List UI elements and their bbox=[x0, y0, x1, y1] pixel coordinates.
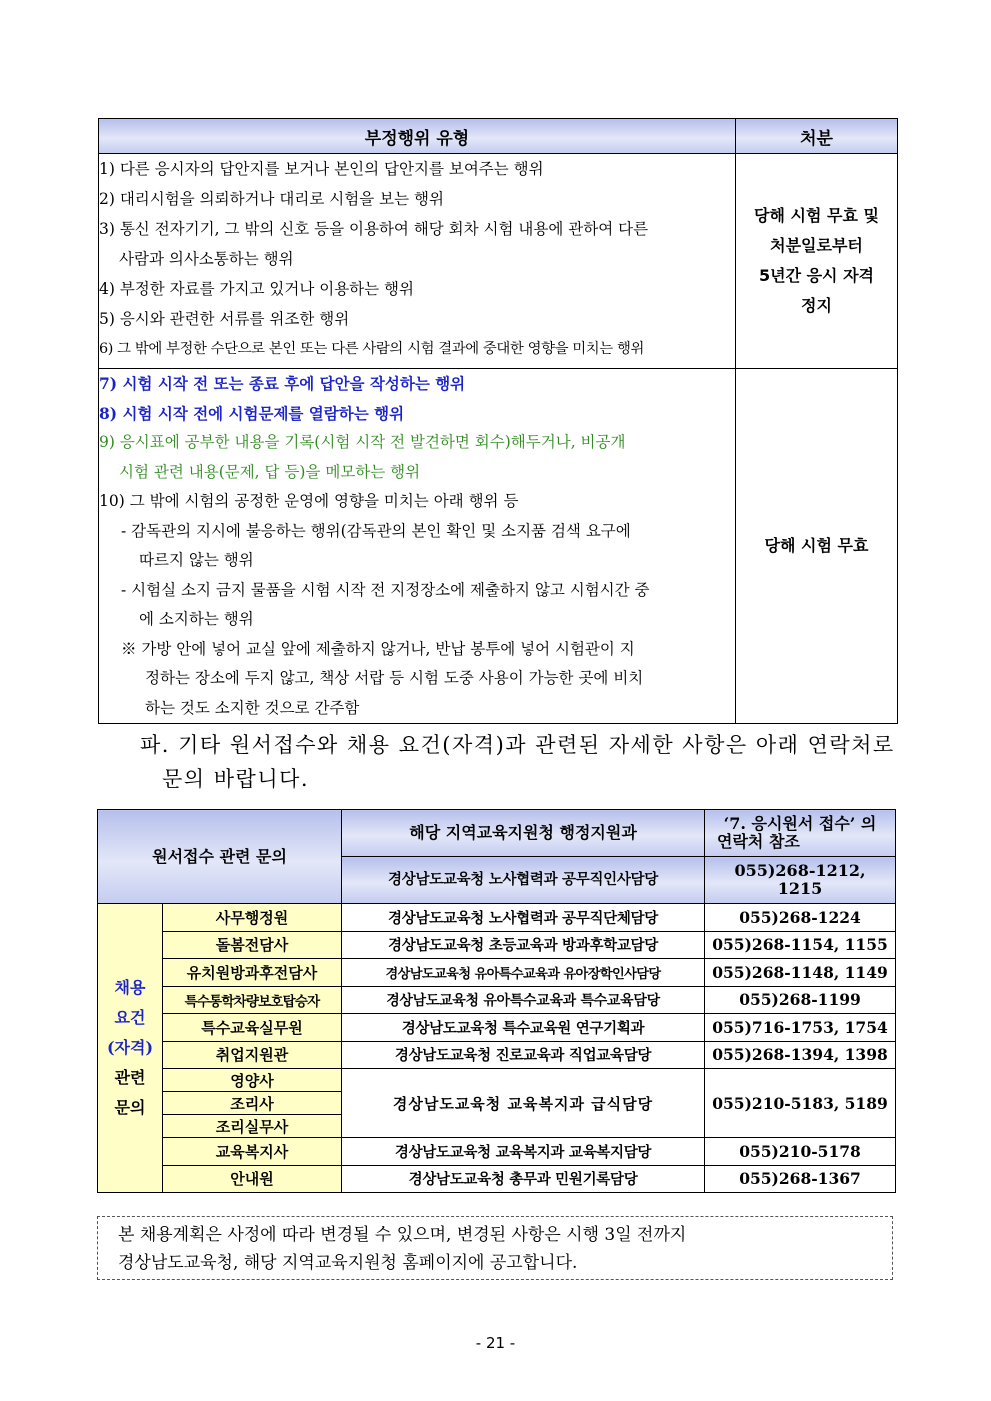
note-line-3: 하는 것도 소지한 것으로 간주함 bbox=[145, 698, 360, 717]
req-label-3: (자격) bbox=[106, 1038, 154, 1057]
phone: 055)210-5178 bbox=[705, 1138, 896, 1166]
action-line-3: 5년간 응시 자격 bbox=[758, 266, 874, 285]
group2-items bbox=[99, 369, 736, 724]
department: 경상남도교육청 노사협력과 공무직단체담당 bbox=[342, 904, 705, 932]
item-7: 7) 시험 시작 전 또는 종료 후에 답안을 작성하는 행위 bbox=[99, 374, 466, 393]
item-8: 8) 시험 시작 전에 시험문제를 열람하는 행위 bbox=[99, 403, 405, 423]
job-name: 특수통학차량보호탑승자 bbox=[163, 986, 342, 1014]
item-3: 3) 통신 전자기기, 그 밖의 신호 등을 이용하여 해당 회차 시험 내용에 관하여 다른 bbox=[99, 220, 649, 238]
req-label-2: 요건 bbox=[114, 1008, 146, 1027]
note-line-2: 정하는 장소에 두지 않고, 책상 서랍 등 시험 도중 사용이 가능한 곳에 비치 bbox=[145, 669, 644, 687]
phone: 055)268-1199 bbox=[705, 986, 896, 1014]
item-6: 6) 그 밖에 부정한 수단으로 본인 또는 다른 사람의 시험 결과에 중대한 영향을 미치는 행위 bbox=[99, 341, 644, 357]
department: 경상남도교육청 유아특수교육과 유아장학인사담당 bbox=[342, 959, 705, 987]
note-line-1: ※ 가방 안에 넣어 교실 앞에 제출하지 않거나, 반납 봉투에 넣어 시험관이 지 bbox=[121, 639, 635, 658]
job-name: 돌봄전담사 bbox=[163, 931, 342, 959]
job-name: 안내원 bbox=[163, 1165, 342, 1193]
app-row1-tel bbox=[705, 810, 896, 857]
job-name: 조리실무사 bbox=[163, 1115, 342, 1138]
sub-item-1-cont: 따르지 않는 행위 bbox=[139, 551, 254, 569]
item-1: 1) 다른 응시자의 답안지를 보거나 본인의 답안지를 보여주는 행위 bbox=[99, 160, 544, 178]
phone: 055)268-1148, 1149 bbox=[705, 959, 896, 987]
job-name: 영양사 bbox=[163, 1069, 342, 1092]
sub-item-2-cont: 에 소지하는 행위 bbox=[139, 610, 254, 628]
notice-box bbox=[97, 1216, 893, 1280]
inquiry-paragraph bbox=[140, 728, 900, 796]
item-3-cont: 사람과 의사소통하는 행위 bbox=[119, 250, 294, 268]
notice-line-2: 경상남도교육청, 해당 지역교육지원청 홈페이지에 공고합니다. bbox=[118, 1253, 578, 1273]
action-line-1: 당해 시험 무효 및 bbox=[754, 206, 879, 225]
paragraph-line-1: 파. 기타 원서접수와 채용 요건(자격)과 관련된 자세한 사항은 아래 연락처로 bbox=[140, 733, 895, 757]
req-label-5: 문의 bbox=[114, 1098, 146, 1117]
page-number: - 21 - bbox=[475, 1334, 516, 1352]
app-row1-dept: 해당 지역교육지원청 행정지원과 bbox=[342, 810, 705, 857]
phone: 055)268-1367 bbox=[705, 1165, 896, 1193]
department: 경상남도교육청 진로교육과 직업교육담당 bbox=[342, 1041, 705, 1069]
notice-line-1: 본 채용계획은 사정에 따라 변경될 수 있으며, 변경된 사항은 시행 3일 전까지 bbox=[118, 1225, 687, 1245]
header-action: 처분 bbox=[736, 119, 898, 154]
job-name: 취업지원관 bbox=[163, 1041, 342, 1069]
department: 경상남도교육청 특수교육원 연구기획과 bbox=[342, 1014, 705, 1042]
req-label-1: 채용 bbox=[114, 978, 146, 997]
application-inquiry-label: 원서접수 관련 문의 bbox=[98, 810, 342, 904]
job-name: 유치원방과후전담사 bbox=[163, 959, 342, 987]
paragraph-line-2: 문의 바랍니다. bbox=[162, 767, 310, 791]
app-row2-tel-line1: 055)268-1212, bbox=[734, 861, 866, 880]
item-5: 5) 응시와 관련한 서류를 위조한 행위 bbox=[99, 310, 350, 328]
contact-table bbox=[97, 809, 896, 1193]
misconduct-table bbox=[98, 118, 898, 724]
group2-action: 당해 시험 무효 bbox=[736, 369, 898, 724]
job-name: 사무행정원 bbox=[163, 904, 342, 932]
department: 경상남도교육청 총무과 민원기록담당 bbox=[342, 1165, 705, 1193]
job-name: 특수교육실무원 bbox=[163, 1014, 342, 1042]
department: 경상남도교육청 초등교육과 방과후학교담당 bbox=[342, 931, 705, 959]
app-row2-dept: 경상남도교육청 노사협력과 공무직인사담당 bbox=[342, 857, 705, 904]
app-row2-tel bbox=[705, 857, 896, 904]
item-9: 9) 응시표에 공부한 내용을 기록(시험 시작 전 발견하면 회수)해두거나, 비공개 bbox=[99, 433, 626, 451]
item-2: 2) 대리시험을 의뢰하거나 대리로 시험을 보는 행위 bbox=[99, 190, 444, 208]
sub-item-1: - 감독관의 지시에 불응하는 행위(감독관의 본인 확인 및 소지품 검색 요구에 bbox=[121, 521, 631, 540]
department: 경상남도교육청 교육복지과 교육복지담당 bbox=[342, 1138, 705, 1166]
app-row1-tel-line2: 연락처 참조 bbox=[717, 832, 800, 851]
item-9-cont: 시험 관련 내용(문제, 답 등)을 메모하는 행위 bbox=[119, 462, 421, 481]
app-row1-tel-line1: ‘7. 응시원서 접수’ 의 bbox=[723, 814, 877, 833]
phone: 055)210-5183, 5189 bbox=[705, 1069, 896, 1138]
item-10: 10) 그 밖에 시험의 공정한 운영에 영향을 미치는 아래 행위 등 bbox=[99, 492, 519, 510]
phone: 055)268-1394, 1398 bbox=[705, 1041, 896, 1069]
group1-items bbox=[99, 154, 736, 369]
department: 경상남도교육청 교육복지과 급식담당 bbox=[342, 1069, 705, 1138]
app-row2-tel-line2: 1215 bbox=[777, 879, 823, 898]
requirement-inquiry-label bbox=[98, 904, 163, 1193]
phone: 055)268-1224 bbox=[705, 904, 896, 932]
item-4: 4) 부정한 자료를 가지고 있거나 이용하는 행위 bbox=[99, 280, 414, 298]
action-line-4: 정지 bbox=[801, 296, 832, 315]
req-label-4: 관련 bbox=[114, 1068, 146, 1087]
group1-action bbox=[736, 154, 898, 369]
phone: 055)716-1753, 1754 bbox=[705, 1014, 896, 1042]
sub-item-2: - 시험실 소지 금지 물품을 시험 시작 전 지정장소에 제출하지 않고 시험시간 중 bbox=[121, 580, 650, 599]
action-line-2: 처분일로부터 bbox=[770, 236, 863, 255]
job-name: 교육복지사 bbox=[163, 1138, 342, 1166]
header-misconduct-type: 부정행위 유형 bbox=[99, 119, 736, 154]
job-name: 조리사 bbox=[163, 1092, 342, 1115]
department: 경상남도교육청 유아특수교육과 특수교육담당 bbox=[342, 986, 705, 1014]
phone: 055)268-1154, 1155 bbox=[705, 931, 896, 959]
